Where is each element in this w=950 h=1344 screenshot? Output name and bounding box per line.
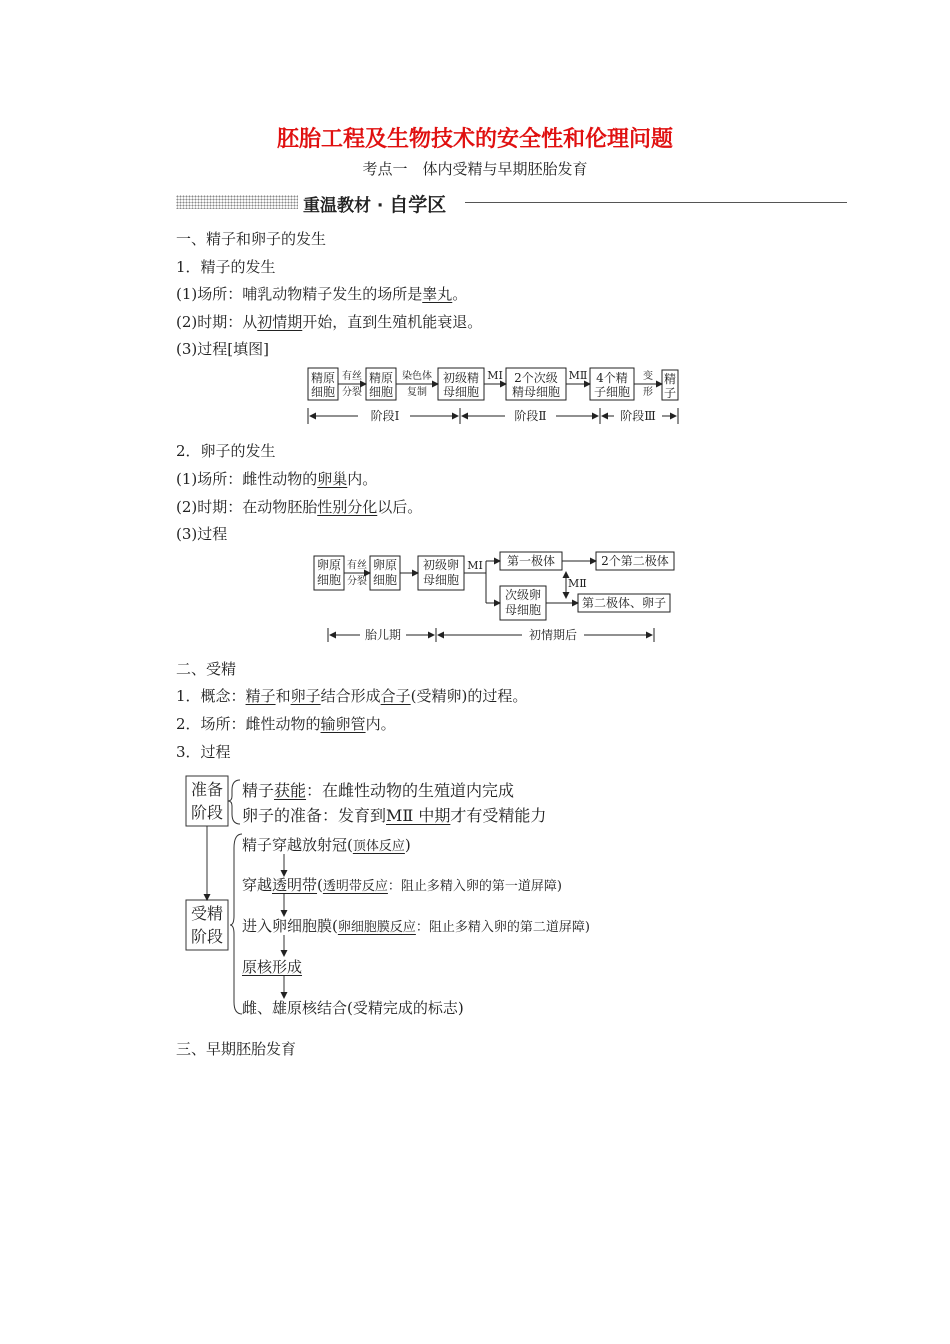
egg-place-answer: 卵巢: [317, 470, 348, 488]
prep-line-2c: 才有受精能力: [450, 806, 547, 825]
s2-concept-pre: 1．概念：: [176, 687, 246, 705]
sperm-arrow-4-label: MⅡ: [568, 369, 588, 382]
egg-place: [176, 468, 377, 489]
sperm-arrow-5-label: 变 形: [643, 371, 653, 398]
sperm-box-5-text: 4个精 子细胞: [593, 371, 630, 399]
section-bar-label-a: 重温教材 ·: [303, 196, 390, 216]
sperm-arrow-2-label: 染色体 复制: [402, 371, 432, 398]
fert-step-1: [242, 834, 411, 855]
egg-heading: 2．卵子的发生: [176, 442, 276, 460]
sperm-place-answer: 睾丸: [422, 285, 453, 303]
egg-box-1-text: 卵原 细胞: [316, 558, 341, 587]
egg-mii-label: MⅡ: [568, 577, 587, 590]
fert-step-2c: (: [317, 876, 323, 894]
section-bar-dots: [176, 195, 298, 209]
fert-step-3c: ：阻止多精入卵的第二道屏障): [415, 920, 590, 935]
prep-line-2: [242, 803, 546, 826]
egg-arrow-3-label: MⅠ: [467, 559, 483, 572]
egg-stage-1: 胎儿期: [364, 628, 401, 642]
prep-line-1c: ：在雌性动物的生殖道内完成: [306, 781, 515, 800]
egg-box-7-text: 第二极体、卵子: [581, 596, 666, 610]
egg-time: [176, 496, 422, 517]
sperm-box-4-text: 2个次级 精母细胞: [511, 371, 560, 399]
s2-concept-post: (受精卵)的过程。: [410, 687, 528, 705]
fert-step-5: 雌、雄原核结合(受精完成的标志): [242, 999, 464, 1017]
sperm-diagram-labels: [300, 362, 690, 430]
s2-concept-mid1: 和: [275, 687, 291, 705]
sperm-box-2-text: 精原 细胞: [368, 371, 393, 399]
egg-box-4-text: 第一极体: [506, 554, 555, 568]
s2-concept-a: 精子: [245, 687, 276, 705]
egg-arrow-1-label: 有丝 分裂: [347, 560, 367, 587]
sperm-place: [176, 283, 467, 304]
egg-diagram-labels: [310, 548, 680, 648]
fert-step-2d: 透明带反应: [322, 879, 388, 894]
egg-box-3-text: 初级卵 母细胞: [422, 558, 459, 587]
section-bar-line: [465, 202, 847, 203]
s2-place-pre: 2．场所：雌性动物的: [176, 715, 321, 733]
sperm-time-pre: (2)时期：从: [176, 313, 258, 331]
s2-concept-b: 卵子: [290, 687, 321, 705]
sperm-box-6-text: 精 子: [663, 372, 676, 400]
sperm-time-post: 开始，直到生殖机能衰退。: [302, 313, 483, 331]
s2-concept: [176, 685, 527, 706]
egg-place-pre: (1)场所：雌性动物的: [176, 470, 318, 488]
sperm-process: (3)过程[填图]: [176, 340, 269, 358]
fert-stage-text: 受精 阶段: [190, 904, 223, 946]
fert-step-3a: 进入卵细胞膜(: [242, 917, 338, 935]
prep-stage-text: 准备 阶段: [190, 780, 223, 822]
s2-place-answer: 输卵管: [320, 715, 366, 733]
fert-step-1b: 顶体反应: [352, 839, 405, 854]
egg-time-answer: 性别分化: [317, 498, 378, 516]
sperm-arrow-3-label: MⅠ: [487, 369, 503, 382]
section-bar-label: [303, 190, 446, 217]
fert-step-2e: ：阻止多精入卵的第一道屏障): [387, 879, 562, 894]
egg-box-5-text: 2个第二极体: [601, 554, 669, 568]
prep-line-1: [242, 778, 514, 801]
sperm-heading: 1．精子的发生: [176, 258, 276, 276]
s2-process: 3．过程: [176, 743, 231, 761]
prep-line-2a: 卵子的准备：发育到: [242, 806, 387, 825]
prep-line-1b: 获能: [274, 781, 307, 800]
s3-heading: 三、早期胚胎发育: [176, 1040, 297, 1058]
s2-heading: 二、受精: [176, 660, 237, 678]
egg-stage-2: 初情期后: [528, 628, 577, 642]
sperm-stage-1: 阶段Ⅰ: [370, 409, 400, 423]
egg-time-post: 以后。: [377, 498, 423, 516]
egg-box-2-text: 卵原 细胞: [372, 558, 397, 587]
fert-step-2b: 透明带: [272, 876, 318, 894]
egg-box-6-text: 次级卵 母细胞: [504, 588, 541, 617]
egg-time-pre: (2)时期：在动物胚胎: [176, 498, 318, 516]
s2-concept-mid2: 结合形成: [320, 687, 381, 705]
s1-heading: 一、精子和卵子的发生: [176, 230, 327, 248]
sperm-box-1-text: 精原 细胞: [310, 371, 335, 399]
fert-step-4: 原核形成: [242, 958, 303, 976]
sperm-place-pre: (1)场所：哺乳动物精子发生的场所是: [176, 285, 423, 303]
s2-place: [176, 713, 396, 734]
fert-step-2: [242, 874, 562, 895]
fert-step-1a: 精子穿越放射冠(: [242, 836, 353, 854]
sperm-place-post: 。: [452, 285, 468, 303]
sperm-box-3-text: 初级精 母细胞: [442, 371, 479, 399]
s2-concept-c: 合子: [380, 687, 411, 705]
page-subtitle: 考点一 体内受精与早期胚胎发育: [362, 160, 588, 178]
sperm-time-answer: 初情期: [257, 313, 303, 331]
sperm-time: [176, 311, 482, 332]
sperm-stage-3: 阶段Ⅲ: [620, 409, 656, 423]
sperm-stage-2: 阶段Ⅱ: [514, 409, 547, 423]
prep-line-2b: MⅡ 中期: [386, 806, 451, 825]
fert-step-3b: 卵细胞膜反应: [337, 920, 416, 935]
sperm-arrow-1-label: 有丝 分裂: [342, 371, 362, 398]
page-title: 胚胎工程及生物技术的安全性和伦理问题: [276, 127, 673, 152]
fert-step-2a: 穿越: [242, 876, 273, 894]
fertilization-labels: [180, 770, 660, 1030]
fert-step-1c: ): [404, 836, 411, 854]
egg-process: (3)过程: [176, 525, 228, 543]
fert-step-3: [242, 915, 590, 936]
egg-place-post: 内。: [347, 470, 378, 488]
s2-place-post: 内。: [365, 715, 396, 733]
prep-line-1a: 精子: [242, 781, 275, 800]
section-bar-label-b: 自学区: [389, 194, 447, 216]
